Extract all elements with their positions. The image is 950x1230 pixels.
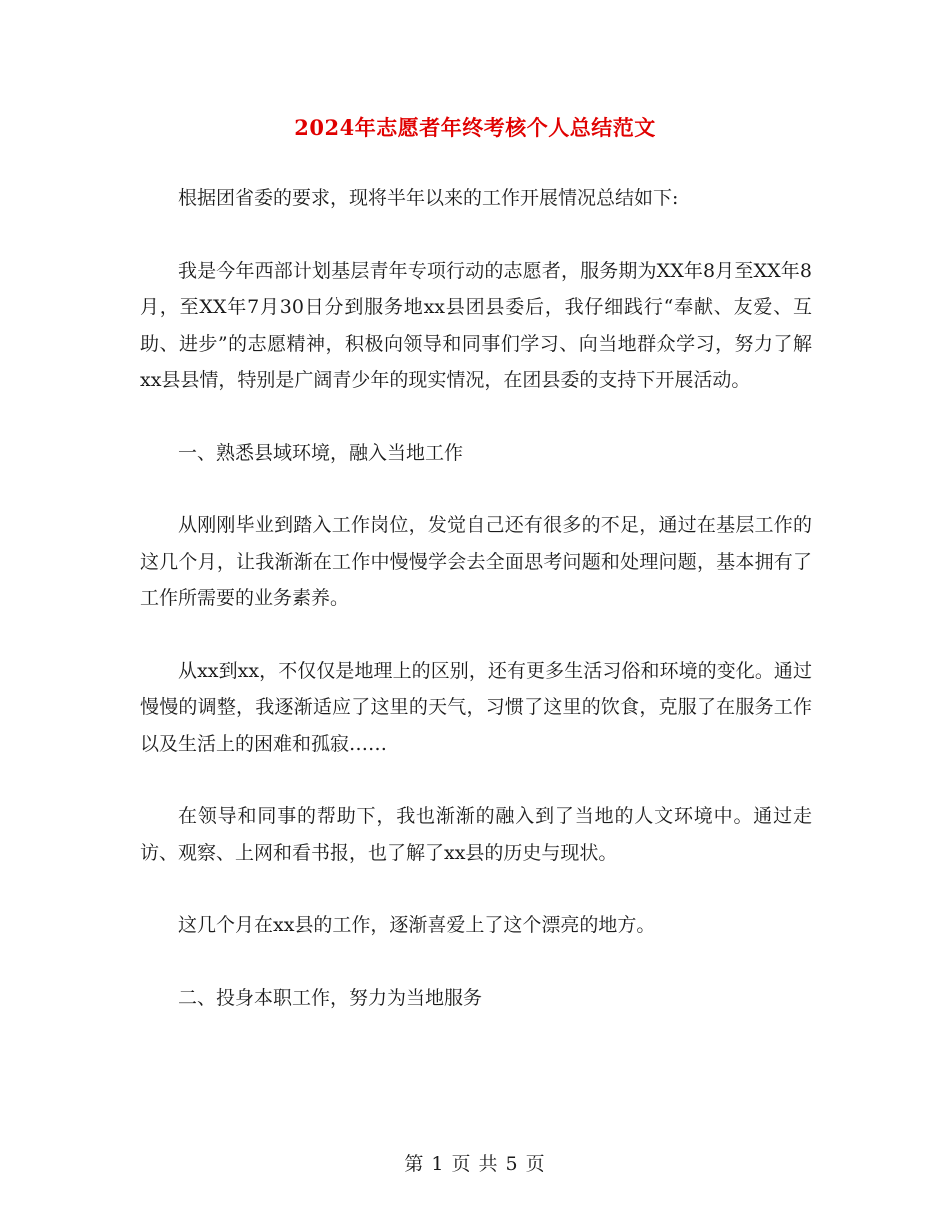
background-paragraph: 我是今年西部计划基层青年专项行动的志愿者，服务期为XX年8月至XX年8月，至XX年7月30日分到服务地xx县团县委后，我仔细践行“奉献、友爱、互助、进步”的志愿精神，积极向领导和同事们学习、向当地群众学习，努力了解xx县县情，特别是广阔青少年的现实情况，在团县委的支持下开展活动。: [140, 259, 812, 391]
body-paragraph: 这几个月在xx县的工作，逐渐喜爱上了这个漂亮的地方。: [178, 914, 656, 936]
body-paragraph: 从xx到xx，不仅仅是地理上的区别，还有更多生活习俗和环境的变化。通过慢慢的调整，我逐渐适应了这里的天气，习惯了这里的饮食，克服了在服务工作以及生活上的困难和孤寂……: [140, 659, 812, 755]
body-paragraph: 从刚刚毕业到踏入工作岗位，发觉自己还有很多的不足，通过在基层工作的这几个月，让我渐渐在工作中慢慢学会去全面思考问题和处理问题，基本拥有了工作所需要的业务素养。: [140, 514, 812, 609]
page-footer: 第 1 页 共 5 页: [404, 1153, 546, 1175]
document-body: [140, 180, 812, 1052]
document-title: 2024年志愿者年终考核个人总结范文: [294, 115, 656, 140]
body-paragraph: 在领导和同事的帮助下，我也渐渐的融入到了当地的人文环境中。通过走访、观察、上网和看书报，也了解了xx县的历史与现状。: [140, 805, 812, 864]
section-heading-1: 一、熟悉县域环境，融入当地工作: [178, 441, 464, 464]
intro-paragraph: 根据团省委的要求，现将半年以来的工作开展情况总结如下:: [178, 187, 679, 209]
section-heading-2: 二、投身本职工作，努力为当地服务: [178, 986, 483, 1009]
